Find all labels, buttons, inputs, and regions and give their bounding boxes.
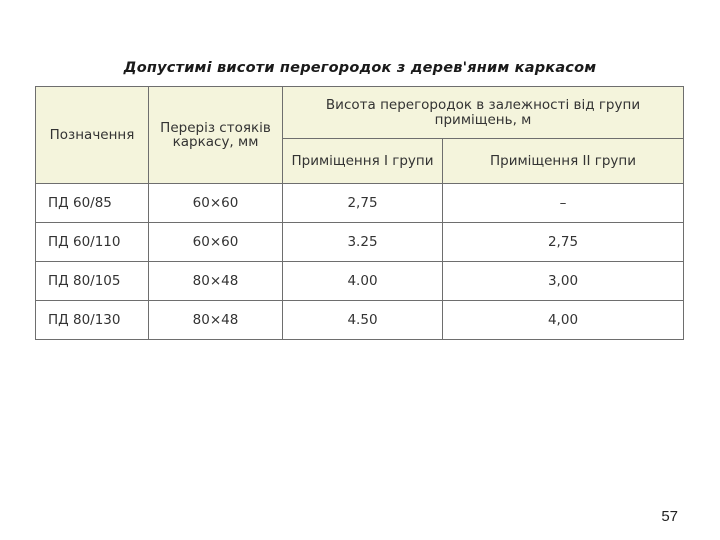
table-header <box>36 87 684 184</box>
header-designation: Позначення <box>36 87 149 184</box>
table-row <box>36 262 684 301</box>
header-group-1: Приміщення І групи <box>283 139 443 184</box>
table-row <box>36 301 684 340</box>
slide-title: Допустимі висоти перегородок з дерев'яним каркасом <box>123 60 597 76</box>
cell-section: 80×48 <box>149 262 283 301</box>
cell-section: 60×60 <box>149 184 283 223</box>
table-row <box>36 223 684 262</box>
cell-section: 60×60 <box>149 223 283 262</box>
cell-designation: ПД 60/110 <box>36 223 149 262</box>
cell-group-2: 4,00 <box>443 301 684 340</box>
cell-group-1: 4.50 <box>283 301 443 340</box>
header-height-group: Висота перегородок в залежності від групи приміщень, м <box>283 87 684 139</box>
header-group-2: Приміщення ІІ групи <box>443 139 684 184</box>
cell-group-1: 2,75 <box>283 184 443 223</box>
table-row <box>36 184 684 223</box>
cell-designation: ПД 60/85 <box>36 184 149 223</box>
cell-group-2: 3,00 <box>443 262 684 301</box>
cell-designation: ПД 80/105 <box>36 262 149 301</box>
cell-section: 80×48 <box>149 301 283 340</box>
header-row-top <box>36 87 684 139</box>
cell-group-1: 3.25 <box>283 223 443 262</box>
page-number: 57 <box>661 508 678 525</box>
table-body <box>36 184 684 340</box>
cell-group-2: 2,75 <box>443 223 684 262</box>
cell-designation: ПД 80/130 <box>36 301 149 340</box>
cell-group-2: – <box>443 184 684 223</box>
cell-group-1: 4.00 <box>283 262 443 301</box>
header-section: Переріз стояків каркасу, мм <box>149 87 283 184</box>
partition-heights-table <box>35 86 684 340</box>
